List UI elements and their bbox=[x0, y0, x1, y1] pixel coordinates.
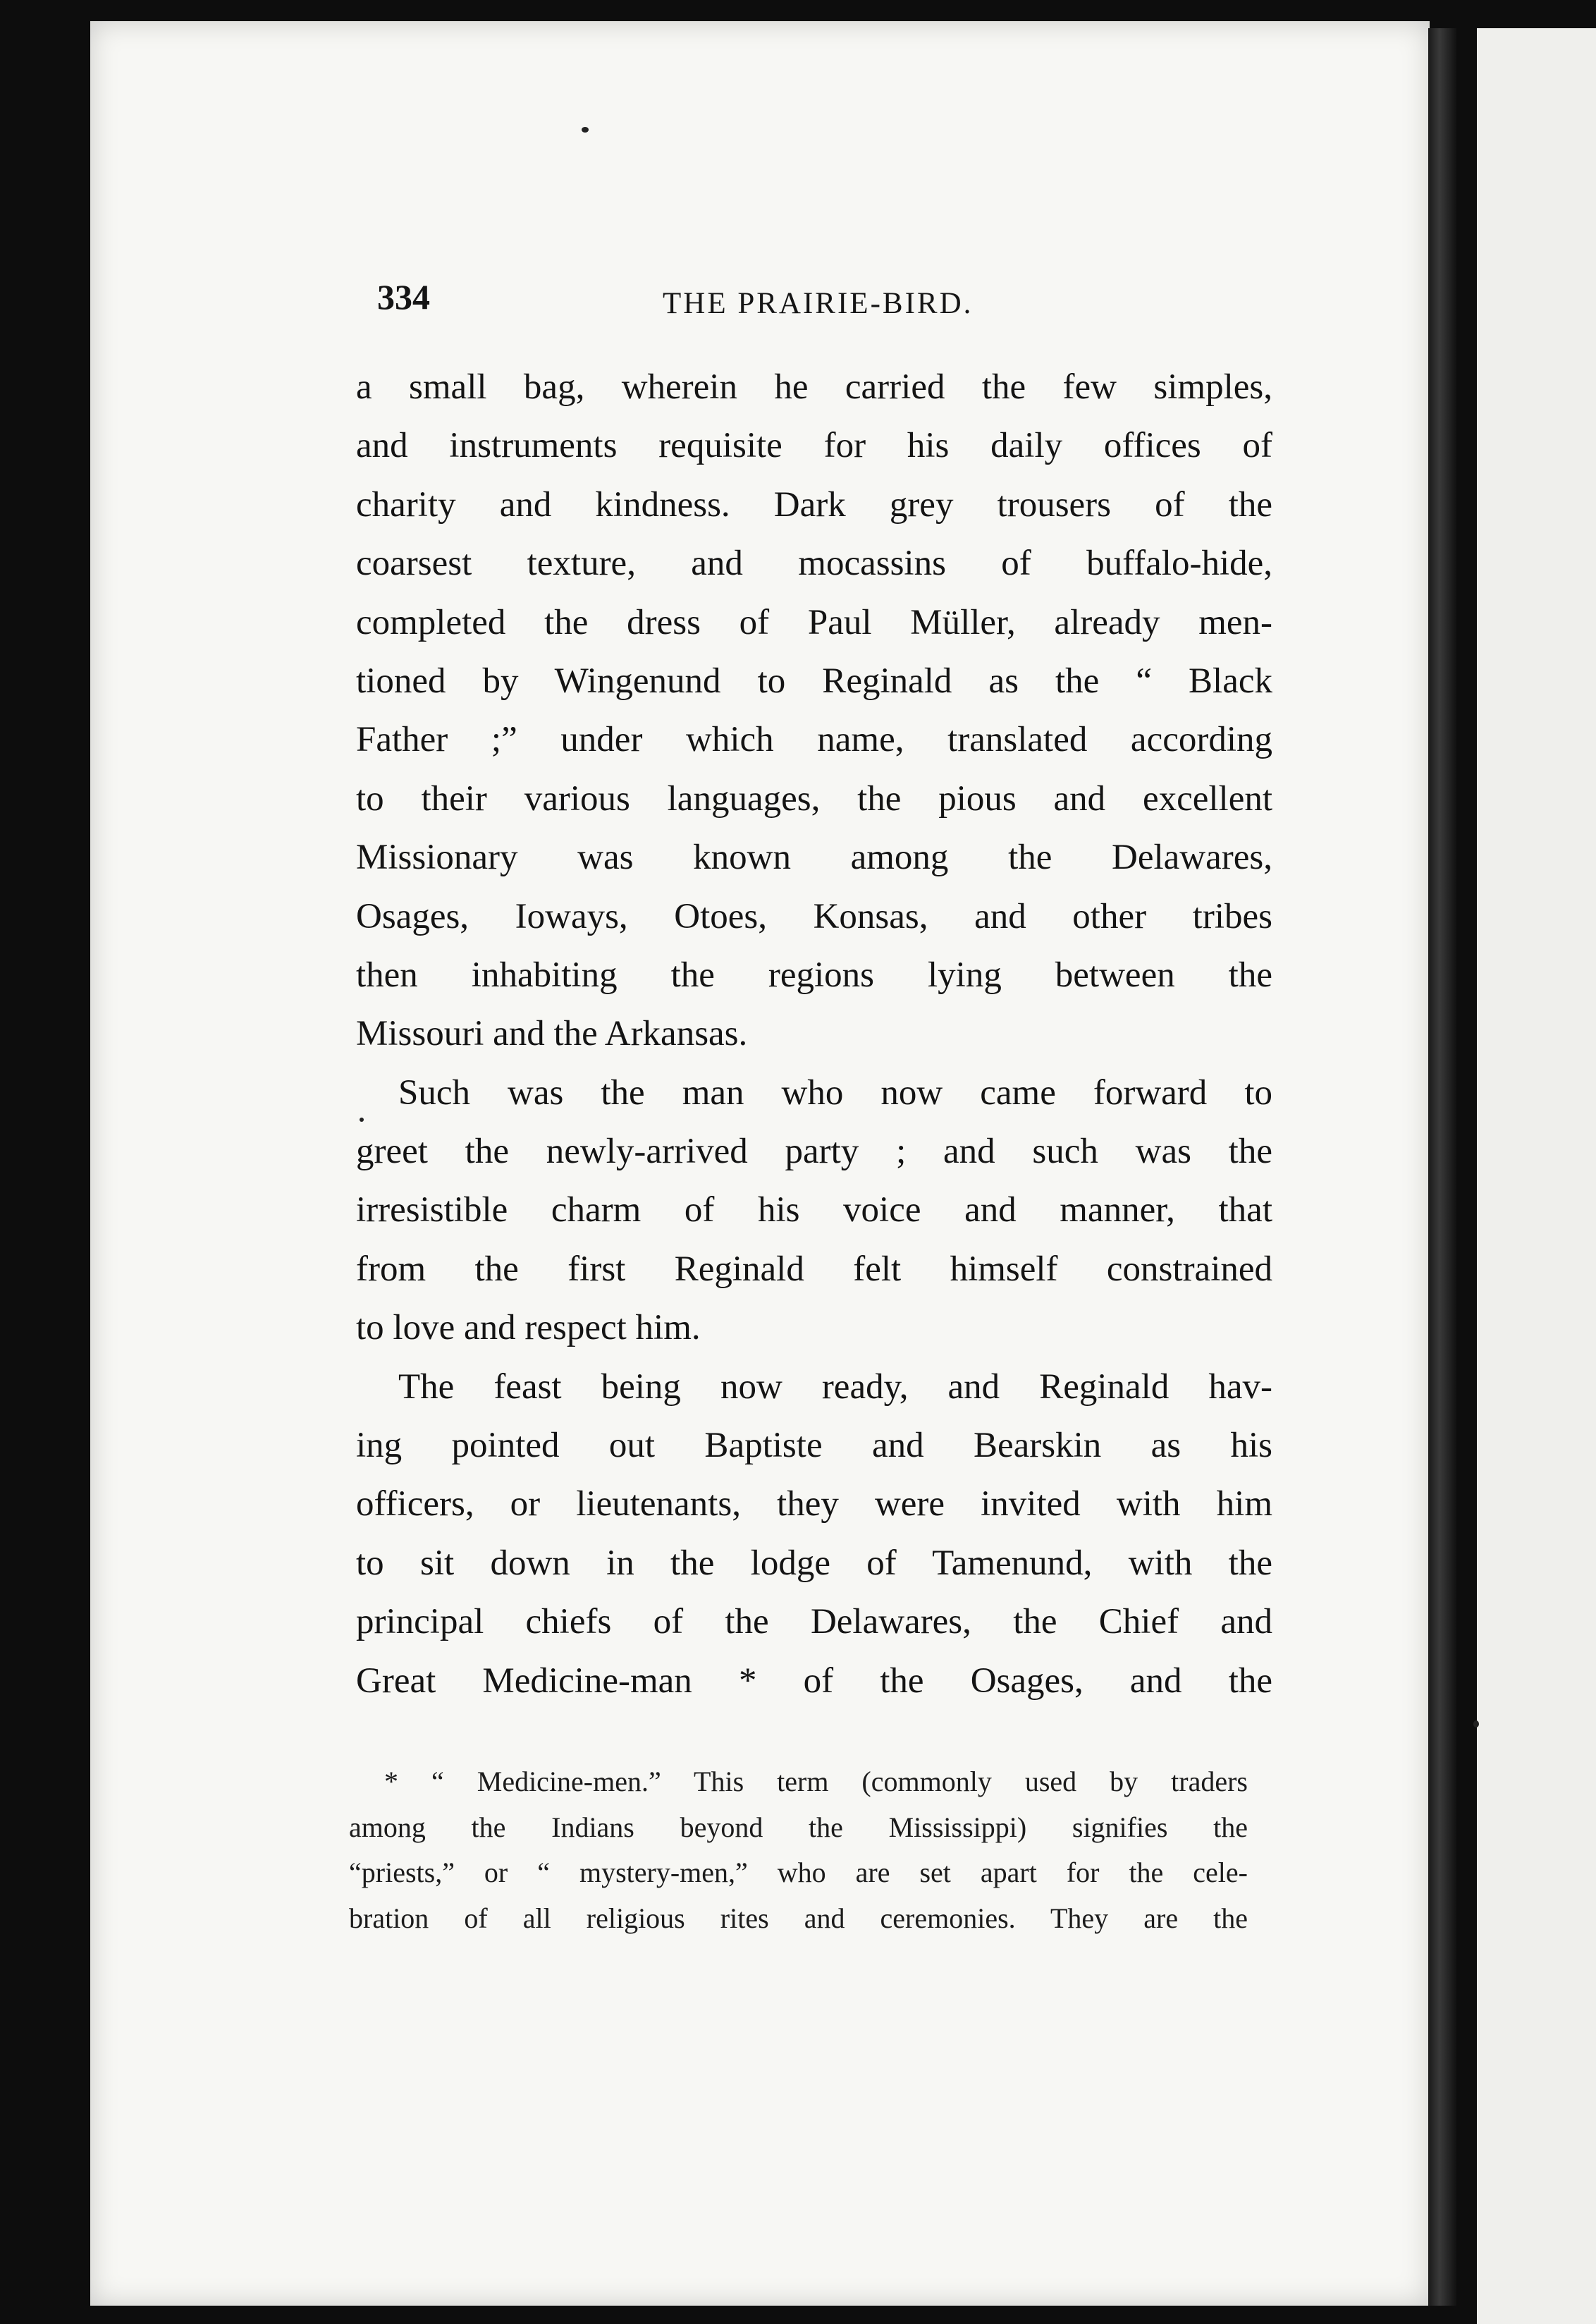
text-line: principal chiefs of the Delawares, the Chief and bbox=[356, 1602, 1272, 1642]
footnote-line: “priests,” or “ mystery-men,” who are set apart for the cele- bbox=[349, 1857, 1248, 1888]
text-line: irresistible charm of his voice and manner, that bbox=[356, 1190, 1272, 1230]
paragraph-start-line: The feast being now ready, and Reginald hav- bbox=[398, 1366, 1272, 1407]
page-number: 334 bbox=[377, 277, 430, 317]
facing-page-strip bbox=[1477, 28, 1596, 2324]
text-line: then inhabiting the regions lying between the bbox=[356, 955, 1272, 995]
footnote-line: among the Indians beyond the Mississippi) signifies the bbox=[349, 1811, 1248, 1843]
text-line: to their various languages, the pious and excellent bbox=[356, 778, 1272, 819]
paragraph-start-line: Such was the man who now came forward to bbox=[398, 1072, 1272, 1113]
paragraph-end-line: to love and respect him. bbox=[356, 1308, 701, 1348]
footnote bbox=[349, 1759, 1248, 1941]
text-line: and instruments requisite for his daily offices of bbox=[356, 426, 1272, 466]
footnote-line: bration of all religious rites and ceremonies. They are the bbox=[349, 1902, 1248, 1934]
text-line: coarsest texture, and mocassins of buffalo-hide, bbox=[356, 544, 1272, 584]
text-line: greet the newly-arrived party ; and such was the bbox=[356, 1132, 1272, 1172]
ink-speck bbox=[582, 127, 589, 133]
running-head bbox=[377, 276, 1244, 333]
text-line: tioned by Wingenund to Reginald as the “ Black bbox=[356, 661, 1272, 701]
page-binding-edge bbox=[1428, 28, 1456, 2306]
footnote-line: * “ Medicine-men.” This term (commonly used by traders bbox=[384, 1766, 1248, 1797]
text-line: a small bag, wherein he carried the few simples, bbox=[356, 367, 1272, 407]
text-line: Osages, Ioways, Otoes, Konsas, and other tribes bbox=[356, 896, 1272, 936]
paragraph-end-line: Missouri and the Arkansas. bbox=[356, 1014, 748, 1054]
text-line: charity and kindness. Dark grey trousers of the bbox=[356, 484, 1272, 525]
text-line: to sit down in the lodge of Tamenund, with the bbox=[356, 1543, 1272, 1583]
text-line: officers, or lieutenants, they were invited with him bbox=[356, 1484, 1272, 1524]
body-text bbox=[356, 358, 1272, 1711]
text-line: Father ;” under which name, translated according bbox=[356, 720, 1272, 760]
text-line: completed the dress of Paul Müller, already men- bbox=[356, 602, 1272, 642]
text-line: Great Medicine-man * of the Osages, and the bbox=[356, 1661, 1272, 1701]
ink-speck bbox=[360, 1118, 364, 1122]
running-title: THE PRAIRIE-BIRD. bbox=[663, 287, 974, 320]
text-line: Missionary was known among the Delawares, bbox=[356, 838, 1272, 878]
text-line: from the first Reginald felt himself constrained bbox=[356, 1249, 1272, 1289]
text-line: ing pointed out Baptiste and Bearskin as his bbox=[356, 1426, 1272, 1466]
ink-speck bbox=[1473, 1720, 1479, 1727]
